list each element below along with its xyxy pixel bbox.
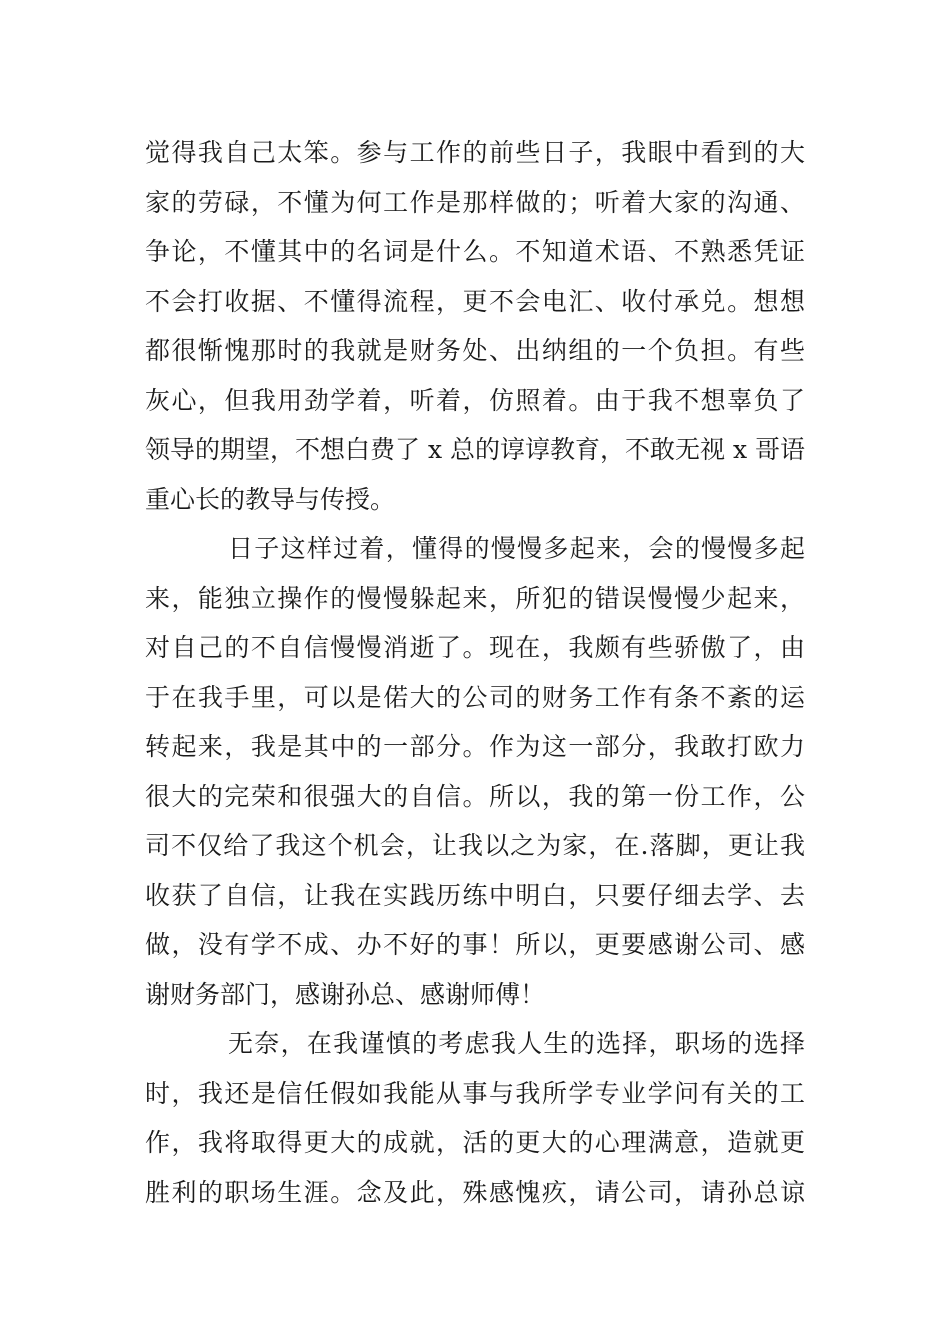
text-line: 转起来，我是其中的一部分。作为这一部分，我敢打欧力: [145, 732, 805, 761]
text-line: 胜利的职场生涯。念及此，殊感愧疚，请公司，请孙总谅: [145, 1177, 805, 1207]
paragraph-1: [145, 128, 805, 524]
text-line: 觉得我自己太笨。参与工作的前些日子，我眼中看到的大: [145, 138, 805, 167]
text-line: 收获了自信，让我在实践历练中明白，只要仔细去学、去: [145, 880, 805, 910]
text-line: 重心长的教导与传授。: [145, 484, 396, 514]
text-line: 无奈，在我谨慎的考虑我人生的选择，职场的选择: [228, 1029, 805, 1058]
text-line: 时，我还是信任假如我能从事与我所学专业学问有关的工: [145, 1078, 805, 1108]
text-line: 司不仅给了我这个机会，让我以之为家，在.落脚，更让我: [145, 831, 805, 860]
text-line: 家的劳碌，不懂为何工作是那样做的；听着大家的沟通、: [145, 187, 805, 217]
text-line: 灰心，但我用劲学着，听着，仿照着。由于我不想辜负了: [145, 385, 805, 415]
text-line: 来，能独立操作的慢慢躲起来，所犯的错误慢慢少起来，: [145, 583, 805, 613]
text-line: 很大的完荣和很强大的自信。所以，我的第一份工作，公: [145, 781, 805, 811]
text-line: 于在我手里，可以是偌大的公司的财务工作有条不紊的运: [145, 682, 805, 712]
text-line: 对自己的不自信慢慢消逝了。现在，我颇有些骄傲了，由: [145, 633, 805, 662]
text-line: 谢财务部门，感谢孙总、感谢师傅！: [145, 979, 546, 1009]
text-line: 领导的期望，不想白费了 x 总的谆谆教育，不敢无视 x 哥语: [145, 435, 805, 464]
text-line: 日子这样过着，懂得的慢慢多起来，会的慢慢多起: [228, 534, 805, 563]
text-line: 不会打收据、不懂得流程，更不会电汇、收付承兑。想想: [145, 286, 805, 316]
text-line: 争论，不懂其中的名词是什么。不知道术语、不熟悉凭证: [145, 237, 805, 266]
text-line: 做，没有学不成、办不好的事！所以，更要感谢公司、感: [145, 930, 805, 959]
body-text: [145, 128, 805, 1217]
text-line: 作，我将取得更大的成就，活的更大的心理满意，造就更: [145, 1128, 805, 1157]
paragraph-3: [145, 1019, 805, 1217]
text-line: 都很惭愧那时的我就是财务处、出纳组的一个负担。有些: [145, 336, 805, 365]
paragraph-2: [145, 524, 805, 1019]
